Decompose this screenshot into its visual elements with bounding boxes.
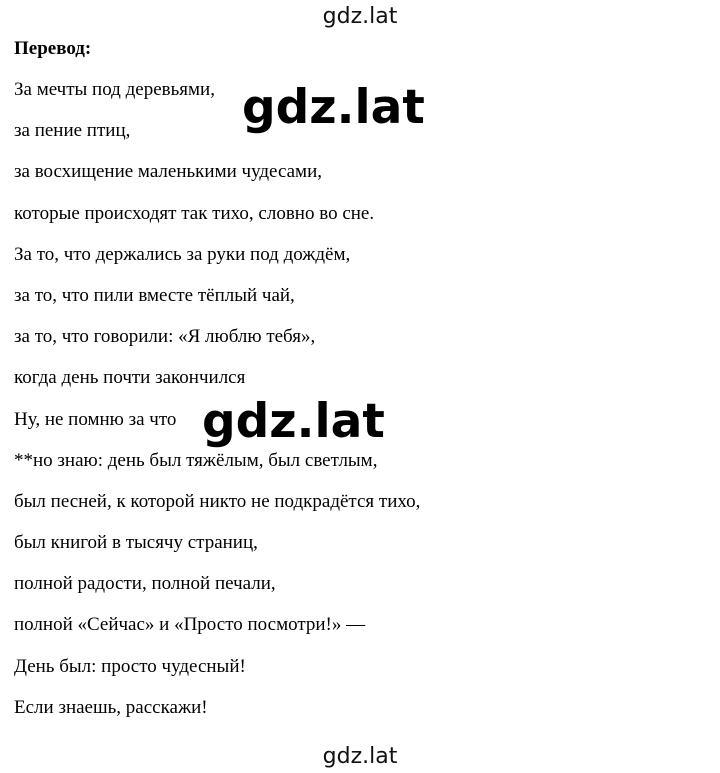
poem-line: за то, что говорили: «Я люблю тебя», <box>14 326 316 348</box>
poem-line: полной «Сейчас» и «Просто посмотри!» — <box>14 614 366 636</box>
poem-line: когда день почти закончился <box>14 367 246 389</box>
poem-line: полной радости, полной печали, <box>14 573 276 595</box>
poem-line: День был: просто чудесный! <box>14 655 246 677</box>
translation-heading: Перевод: <box>14 38 92 59</box>
poem-line: за пение птиц, <box>14 120 131 142</box>
watermark-top: gdz.lat <box>322 4 398 29</box>
watermark-large: gdz.lat <box>202 394 385 449</box>
poem-line: за восхищение маленькими чудесами, <box>14 161 322 183</box>
poem-line: За то, что держались за руки под дождём, <box>14 243 351 265</box>
watermark-bottom: gdz.lat <box>322 744 398 769</box>
poem-line: Ну, не помню за что <box>14 408 177 430</box>
poem-line: **но знаю: день был тяжёлым, был светлым, <box>14 449 378 471</box>
poem-line: За мечты под деревьями, <box>14 79 215 100</box>
poem-line: Если знаешь, расскажи! <box>14 696 208 718</box>
poem-line: был песней, к которой никто не подкрадётся тихо, <box>14 490 421 512</box>
poem-line: был книгой в тысячу страниц, <box>14 532 258 554</box>
poem-line: за то, что пили вместе тёплый чай, <box>14 284 295 306</box>
watermark-large: gdz.lat <box>242 80 425 135</box>
poem-line: которые происходят так тихо, словно во сне. <box>14 202 375 224</box>
